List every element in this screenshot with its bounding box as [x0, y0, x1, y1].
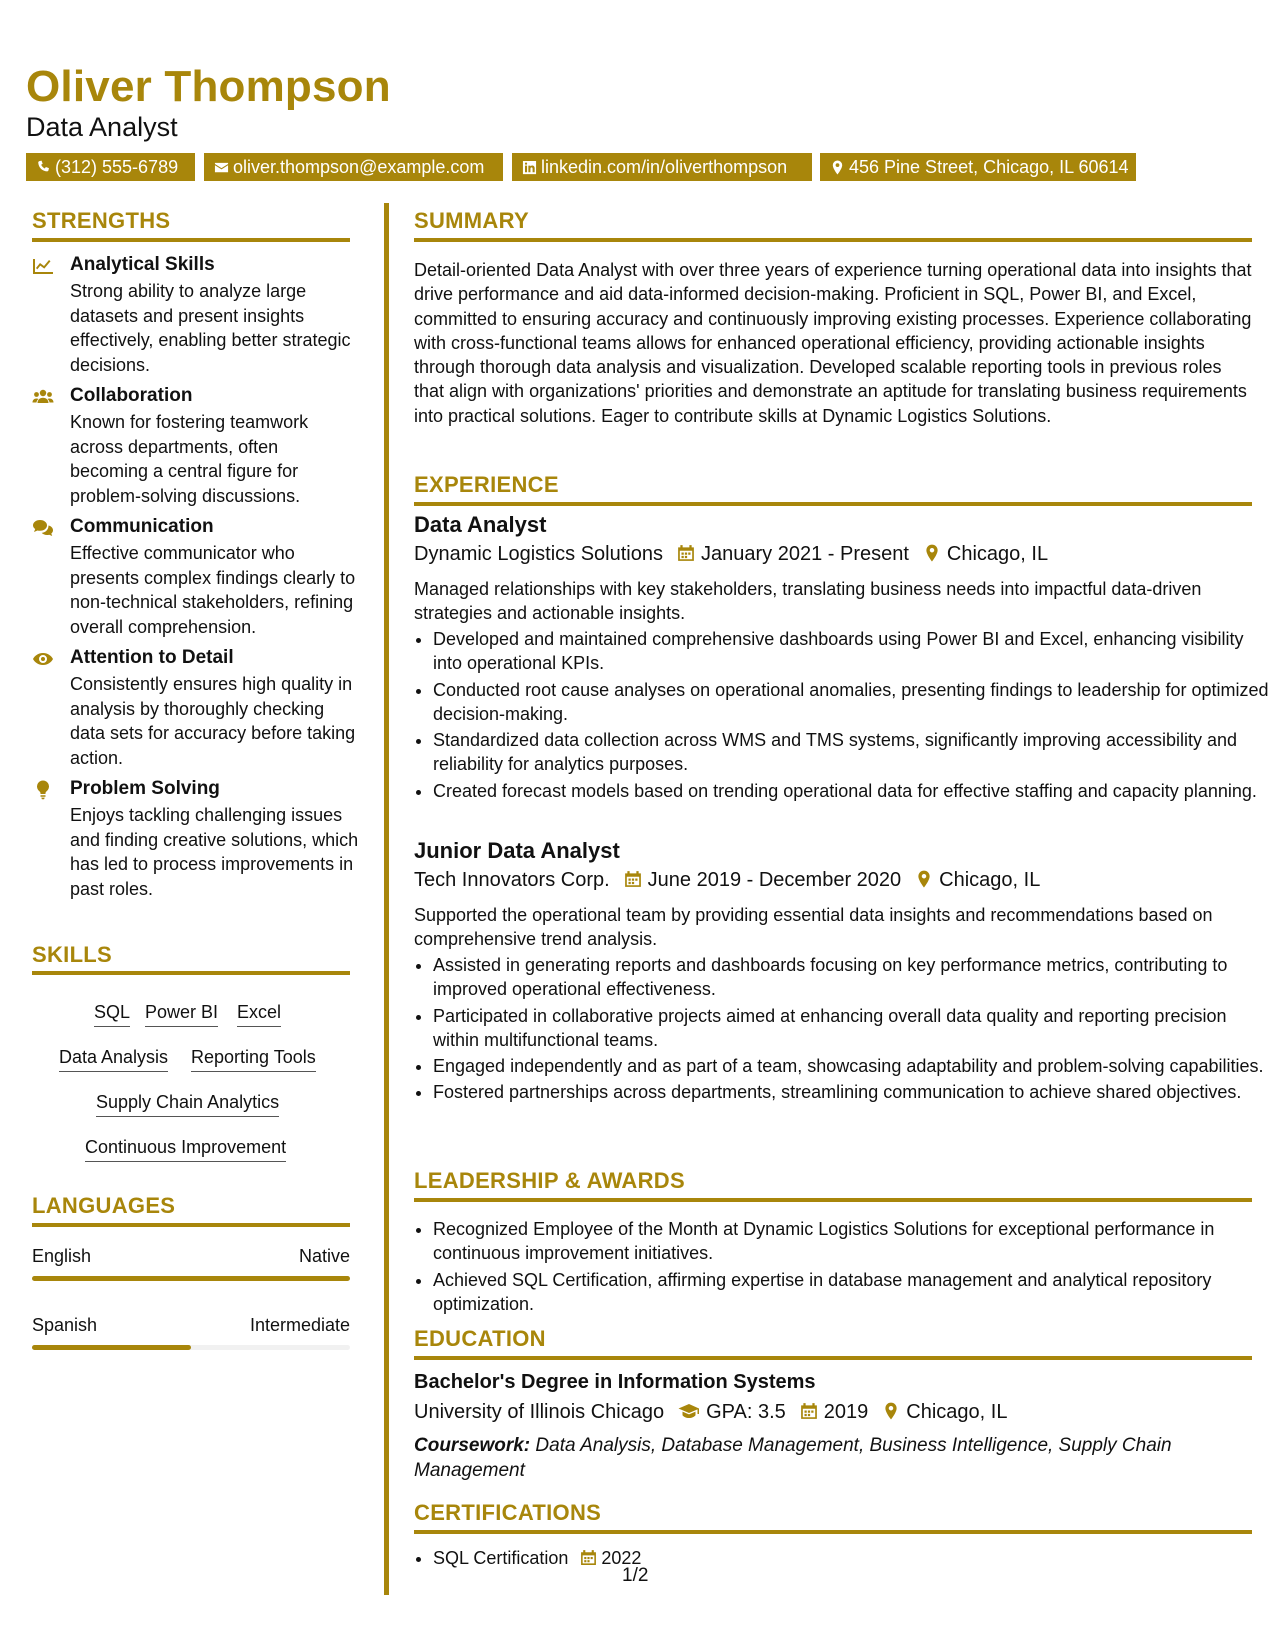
bullet-item: • Recognized Employee of the Month at Dynamic Logistics Solutions for exceptional performance in continuous improvement initiatives.: [433, 1217, 1271, 1266]
job-title: Junior Data Analyst: [414, 838, 620, 863]
lightbulb-icon: [32, 780, 54, 800]
strength-title: Attention to Detail: [70, 647, 234, 668]
school-location: Chicago, IL: [906, 1401, 1008, 1423]
bullet-item: • Achieved SQL Certification, affirming expertise in database management and analytical repository optimization.: [433, 1268, 1271, 1317]
bullet-item: • Developed and maintained comprehensive dashboards using Power BI and Excel, enhancing visibility into operational KPIs.: [433, 627, 1271, 676]
location-icon: [923, 544, 941, 562]
contact-address-text: 456 Pine Street, Chicago, IL 60614: [849, 157, 1129, 177]
languages-heading: LANGUAGES: [32, 1193, 176, 1218]
contact-phone-text: (312) 555-6789: [55, 157, 179, 177]
job-summary: Managed relationships with key stakeholders, translating business needs into impactful data-driven strategies and actionable insights.: [414, 579, 1202, 624]
contact-email-text: oliver.thompson@example.com: [233, 157, 485, 177]
language-level: Intermediate: [249, 1315, 350, 1335]
certification-item: [433, 1546, 1271, 1570]
leadership-heading: LEADERSHIP & AWARDS: [414, 1168, 685, 1193]
graduation-year: 2019: [823, 1401, 869, 1423]
skill-tag: Supply Chain Analytics: [96, 1092, 279, 1117]
coursework-label: Coursework:: [414, 1435, 531, 1456]
job-summary: Supported the operational team by providing essential data insights and recommendations based on comprehensive trend analysis.: [414, 905, 1213, 950]
strength-desc: Known for fostering teamwork across departments, often becoming a central figure for problem-solving discussions.: [70, 412, 309, 506]
coursework-text: Data Analysis, Database Management, Business Intelligence, Supply Chain Management: [414, 1435, 1172, 1481]
bullet-item: • Created forecast models based on trending operational data for effective staffing and capacity planning.: [433, 779, 1271, 803]
language-bar-fill: [32, 1345, 191, 1350]
job-dates: June 2019 - December 2020: [647, 869, 902, 891]
certifications-rule: [414, 1530, 1252, 1534]
skill-tag: SQL: [94, 1002, 130, 1027]
certification-year: 2022: [601, 1548, 642, 1568]
location-icon: [830, 160, 845, 175]
column-divider: [384, 203, 389, 1595]
job-meta: [414, 869, 1252, 892]
bullet-item: • Engaged independently and as part of a team, showcasing adaptability and problem-solving capabilities.: [433, 1054, 1271, 1078]
strength-title: Problem Solving: [70, 778, 220, 799]
page-number: 1/2: [622, 1565, 649, 1586]
degree-title: Bachelor's Degree in Information Systems: [414, 1371, 816, 1393]
education-rule: [414, 1356, 1252, 1360]
job-meta: [414, 543, 1252, 566]
skill-tag: Continuous Improvement: [85, 1137, 286, 1162]
language-name: Spanish: [32, 1315, 98, 1335]
candidate-role: Data Analyst: [26, 112, 178, 142]
strength-title: Collaboration: [70, 385, 193, 406]
skill-tag: Excel: [237, 1002, 281, 1027]
email-icon: [214, 160, 229, 175]
summary-heading: SUMMARY: [414, 208, 529, 233]
job-company: Tech Innovators Corp.: [414, 869, 610, 891]
bullet-item: • Participated in collaborative projects aimed at enhancing overall data quality and reporting precision within multifunctional teams.: [433, 1004, 1271, 1053]
languages-rule: [32, 1223, 350, 1227]
location-icon: [882, 1402, 900, 1420]
graduation-cap-icon: [678, 1402, 700, 1420]
chart-line-icon: [32, 256, 54, 276]
phone-icon: [36, 160, 51, 175]
job-dates: January 2021 - Present: [701, 543, 909, 565]
leadership-rule: [414, 1198, 1252, 1202]
strengths-heading: STRENGTHS: [32, 208, 171, 233]
summary-rule: [414, 238, 1252, 242]
location-icon: [915, 870, 933, 888]
job-bullets: [414, 953, 1271, 1107]
coursework: [414, 1433, 1252, 1483]
language-bar: [32, 1276, 350, 1281]
job-bullets: [414, 627, 1271, 805]
language-name: English: [32, 1246, 92, 1266]
skills-heading: SKILLS: [32, 942, 113, 967]
bullet-item: • Assisted in generating reports and dashboards focusing on key performance metrics, contributing to improved operational effectiveness.: [433, 953, 1271, 1002]
skill-tag: Power BI: [145, 1002, 218, 1027]
experience-rule: [414, 502, 1252, 506]
certification-name: SQL Certification: [433, 1548, 569, 1568]
skill-tag: Data Analysis: [59, 1047, 168, 1072]
calendar-icon: [624, 870, 642, 888]
users-icon: [32, 387, 54, 407]
strengths-rule: [32, 238, 350, 242]
linkedin-icon: [522, 160, 537, 175]
summary-text: Detail-oriented Data Analyst with over three years of experience turning operational data into insights that drive performance and aid data-informed decision-making. Proficient in SQL, Power BI, and Excel, committed to ensuring accuracy and continuously improving existing processes. Experience collaborating with cross-functional teams allows for enhanced operational efficiency, providing actionable insights through thorough data analysis and visualization. Developed scalable reporting tools in previous roles that align with organizations' priorities and demonstrate an aptitude for translating business requirements into practical solutions. Eager to contribute skills at Dynamic Logistics Solutions.: [414, 260, 1252, 426]
bullet-item: • Standardized data collection across WMS and TMS systems, significantly improving accessibility and reliability for analytics purposes.: [433, 728, 1271, 777]
strength-desc: Strong ability to analyze large datasets and present insights effectively, enabling better strategic decisions.: [70, 281, 351, 375]
contact-email[interactable]: [204, 153, 503, 181]
calendar-icon: [800, 1402, 818, 1420]
leadership-bullets: [414, 1217, 1271, 1318]
education-heading: EDUCATION: [414, 1326, 546, 1351]
language-level: Native: [298, 1246, 350, 1266]
strength-title: Communication: [70, 516, 214, 537]
language-bar: [32, 1345, 350, 1350]
education-meta: [414, 1401, 1252, 1424]
certifications-heading: CERTIFICATIONS: [414, 1500, 602, 1525]
strength-desc: Effective communicator who presents complex findings clearly to non-technical stakeholders, refining overall comprehension.: [70, 543, 356, 637]
job-company: Dynamic Logistics Solutions: [414, 543, 663, 565]
contact-linkedin-text: linkedin.com/in/oliverthompson: [541, 157, 788, 177]
strength-title: Analytical Skills: [70, 254, 215, 275]
strength-desc: Consistently ensures high quality in analysis by thoroughly checking data sets for accuracy before taking action.: [70, 674, 356, 768]
contact-address: [820, 153, 1136, 181]
gpa: GPA: 3.5: [706, 1401, 786, 1423]
language-bar-fill: [32, 1276, 350, 1281]
calendar-icon: [677, 544, 695, 562]
job-title: Data Analyst: [414, 512, 547, 537]
strength-desc: Enjoys tackling challenging issues and finding creative solutions, which has led to process improvements in past roles.: [70, 805, 359, 899]
job-location: Chicago, IL: [946, 543, 1049, 565]
skills-rule: [32, 971, 350, 975]
skill-tag: Reporting Tools: [191, 1047, 316, 1072]
comments-icon: [32, 518, 54, 538]
job-location: Chicago, IL: [939, 869, 1041, 891]
school-name: University of Illinois Chicago: [414, 1401, 665, 1423]
contact-linkedin[interactable]: [512, 153, 812, 181]
contact-phone[interactable]: [26, 153, 195, 181]
bullet-item: • Conducted root cause analyses on operational anomalies, presenting findings to leadership for optimized decision-making.: [433, 678, 1271, 727]
experience-heading: EXPERIENCE: [414, 472, 559, 497]
bullet-item: • Fostered partnerships across departments, streamlining communication to achieve shared objectives.: [433, 1080, 1271, 1104]
calendar-icon: [580, 1549, 597, 1566]
certifications-list: [414, 1546, 1271, 1572]
eye-icon: [32, 649, 54, 669]
candidate-name: Oliver Thompson: [26, 62, 391, 111]
